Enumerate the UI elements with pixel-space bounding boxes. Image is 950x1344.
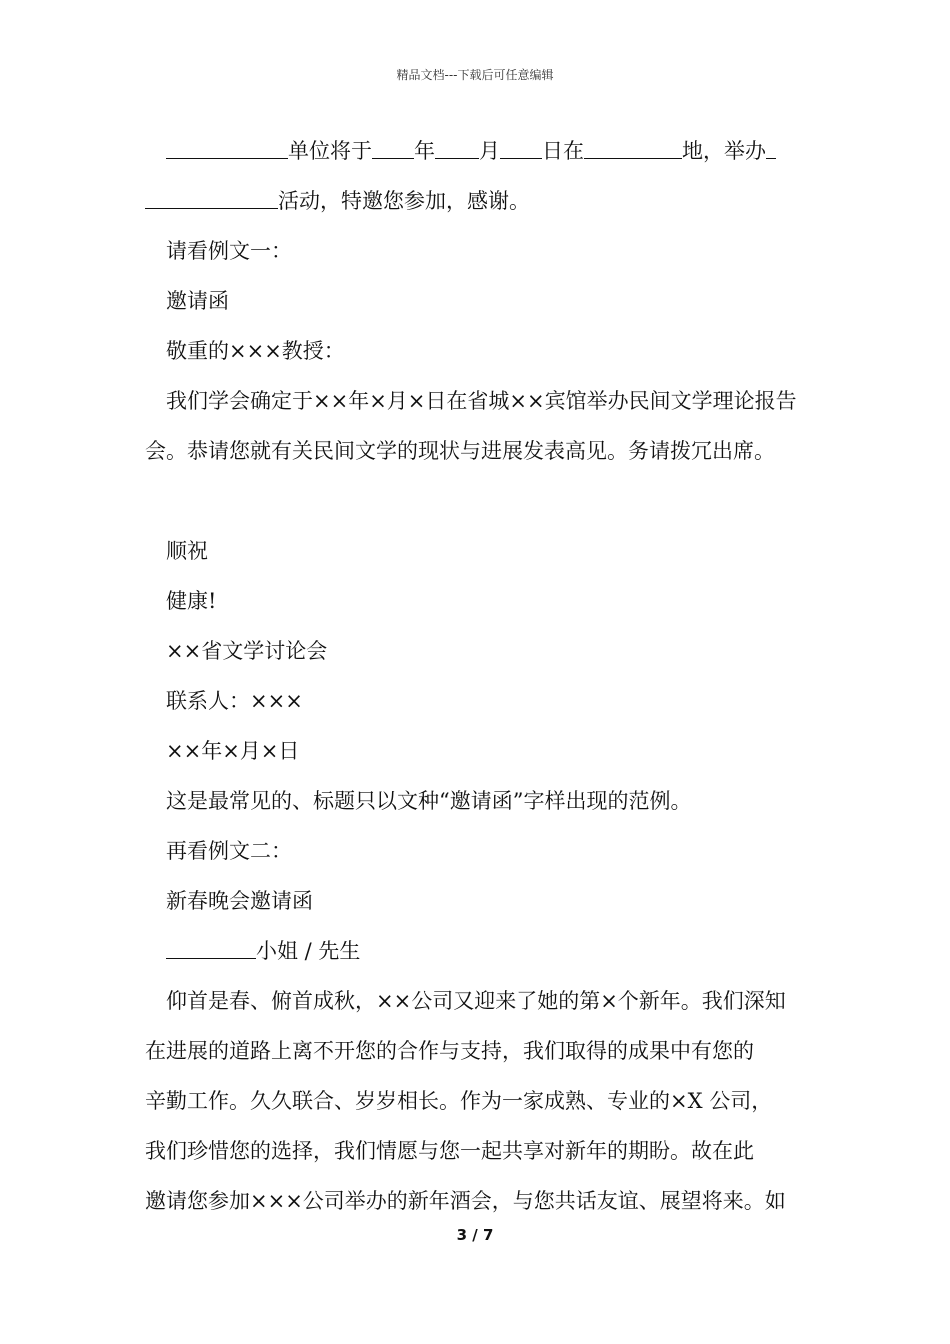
blank-place: [584, 137, 682, 159]
blank-name: [166, 937, 256, 959]
example2-intro: 再看例文二：: [166, 839, 292, 863]
example1-body-line-2: 会。恭请您就有关民间文学的现状与进展发表高见。务请拨冗出席。: [145, 439, 775, 463]
blank-year: [372, 137, 414, 159]
blank-event: [145, 187, 278, 209]
blank-event-a: [766, 137, 776, 159]
example1-wish: 健康!: [166, 589, 217, 613]
example1-contact: 联系人：×××: [166, 689, 303, 713]
example2-title: 新春晚会邀请函: [166, 889, 313, 913]
example1-date: ××年×月×日: [166, 739, 300, 763]
example1-title: 邀请函: [166, 289, 229, 313]
blank-month: [435, 137, 479, 159]
example2-body-line-5: 邀请您参加×××公司举办的新年酒会，与您共话友谊、展望将来。如: [145, 1189, 786, 1213]
blank-unit: [166, 137, 288, 159]
comment-line: 这是最常见的、标题只以文种“邀请函”字样出现的范例。: [166, 789, 692, 813]
example2-body-line-4: 我们珍惜您的选择，我们情愿与您一起共享对新年的期盼。故在此: [145, 1139, 754, 1163]
blank-day: [500, 137, 542, 159]
form-line-1: 单位将于 年 月 日在 地，举办: [145, 126, 815, 176]
page-header: 精品文档---下载后可任意编辑: [396, 68, 554, 82]
document-body: [145, 126, 815, 1226]
form-line-2: 活动，特邀您参加，感谢。: [145, 176, 815, 226]
example1-sender: ××省文学讨论会: [166, 639, 328, 663]
example2-body-line-2: 在进展的道路上离不开您的合作与支持，我们取得的成果中有您的: [145, 1039, 754, 1063]
example1-salutation: 敬重的×××教授：: [166, 339, 345, 363]
paragraph-gap: [145, 476, 815, 526]
example2-body-line-3: 辛勤工作。久久联合、岁岁相长。作为一家成熟、专业的×X 公司，: [145, 1089, 773, 1113]
example2-body-line-1: 仰首是春、俯首成秋，××公司又迎来了她的第×个新年。我们深知: [166, 989, 786, 1013]
example2-salutation: 小姐 / 先生: [145, 926, 815, 976]
page-number: 3 / 7: [456, 1226, 494, 1244]
example1-closing: 顺祝: [166, 539, 208, 563]
example1-body-line-1: 我们学会确定于××年×月×日在省城××宾馆举办民间文学理论报告: [166, 389, 797, 413]
example1-intro: 请看例文一：: [166, 239, 292, 263]
